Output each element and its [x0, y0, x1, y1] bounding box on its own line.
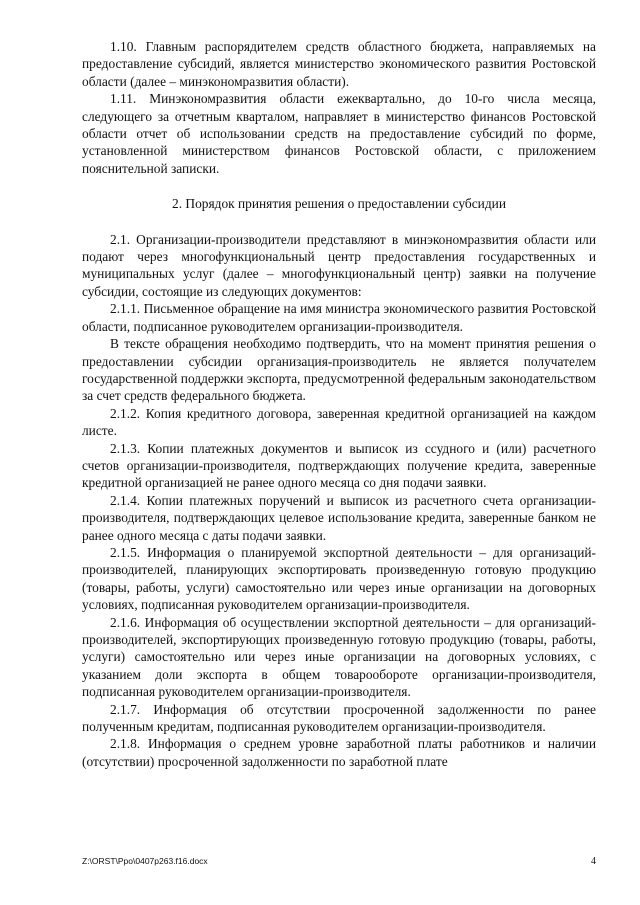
paragraph-2-1-5: 2.1.5. Информация о планируемой экспортной деятельности – для организаций-производителей, планирующих экспортировать произведенную готовую продукцию (товары, работы, услуги) самостоятельно или через иные организации на договорных условиях, подписанная руководителем организации-производителя.	[82, 544, 596, 613]
paragraph-2-1-8: 2.1.8. Информация о среднем уровне заработной платы работников и наличии (отсутствии) просроченной задолженности по заработной плате	[82, 736, 596, 769]
paragraph-2-1-3: 2.1.3. Копии платежных документов и выписок из ссудного и (или) расчетного счетов организации-производителя, подтверждающих получение кредита, заверенные кредитной организацией не ранее одного месяца со дня подачи заявки.	[82, 440, 596, 491]
paragraph-1-10: 1.10. Главным распорядителем средств областного бюджета, направляемых на предоставление субсидий, является министерство экономического развития Ростовской области (далее – минэкономразвития области).	[82, 39, 596, 89]
paragraph-2-1-4: 2.1.4. Копии платежных поручений и выписок из расчетного счета организации-производителя, подтверждающих целевое использование кредита, заверенные банком не ранее одного месяца с даты подачи заявки.	[82, 492, 596, 543]
section-title: 2. Порядок принятия решения о предоставлении субсидии	[172, 196, 506, 212]
paragraph-appeal-text: В тексте обращения необходимо подтвердить, что на момент принятия решения о предоставлении субсидии организация-производитель не является получателем государственной поддержки экспорта, предусмотренной федеральным законодательством за счет средств федерального бюджета.	[82, 336, 596, 404]
paragraph-2-1-6: 2.1.6. Информация об осуществлении экспортной деятельности – для организаций-производителей, экспортирующих произведенную готовую продукцию (товары, работы, услуги) самостоятельно или через иные организации на договорных условиях, с указанием доли экспорта в общем товарообороте организации-производителя, подписанная руководителем организации-производителя.	[82, 614, 596, 700]
document-body	[82, 38, 596, 770]
paragraph-2-1-1: 2.1.1. Письменное обращение на имя министра экономического развития Ростовской области, подписанное руководителем организации-производителя.	[82, 301, 596, 334]
file-path: Z:\ORST\Ppo\0407p263.f16.docx	[82, 856, 208, 866]
paragraph-2-1-7: 2.1.7. Информация об отсутствии просроченной задолженности по ранее полученным кредитам, подписанная руководителем организации-производителя.	[82, 701, 596, 735]
paragraph-2-1: 2.1. Организации-производители представляют в минэкономразвития области или подают через многофункциональный центр предоставления государственных и муниципальных услуг (далее – многофункциональный центр) заявки на получение субсидии, состоящие из следующих документов:	[82, 231, 596, 299]
paragraph-2-1-2: 2.1.2. Копия кредитного договора, заверенная кредитной организацией на каждом листе.	[82, 405, 596, 439]
paragraph-1-11: 1.11. Минэкономразвития области ежеквартально, до 10-го числа месяца, следующего за отчетным кварталом, направляет в министерство финансов Ростовской области отчет об использовании средств на предоставление субсидий по форме, установленной министерством финансов Ростовской области, с приложением пояснительной записки.	[82, 91, 596, 176]
page-number: 4	[591, 856, 596, 867]
